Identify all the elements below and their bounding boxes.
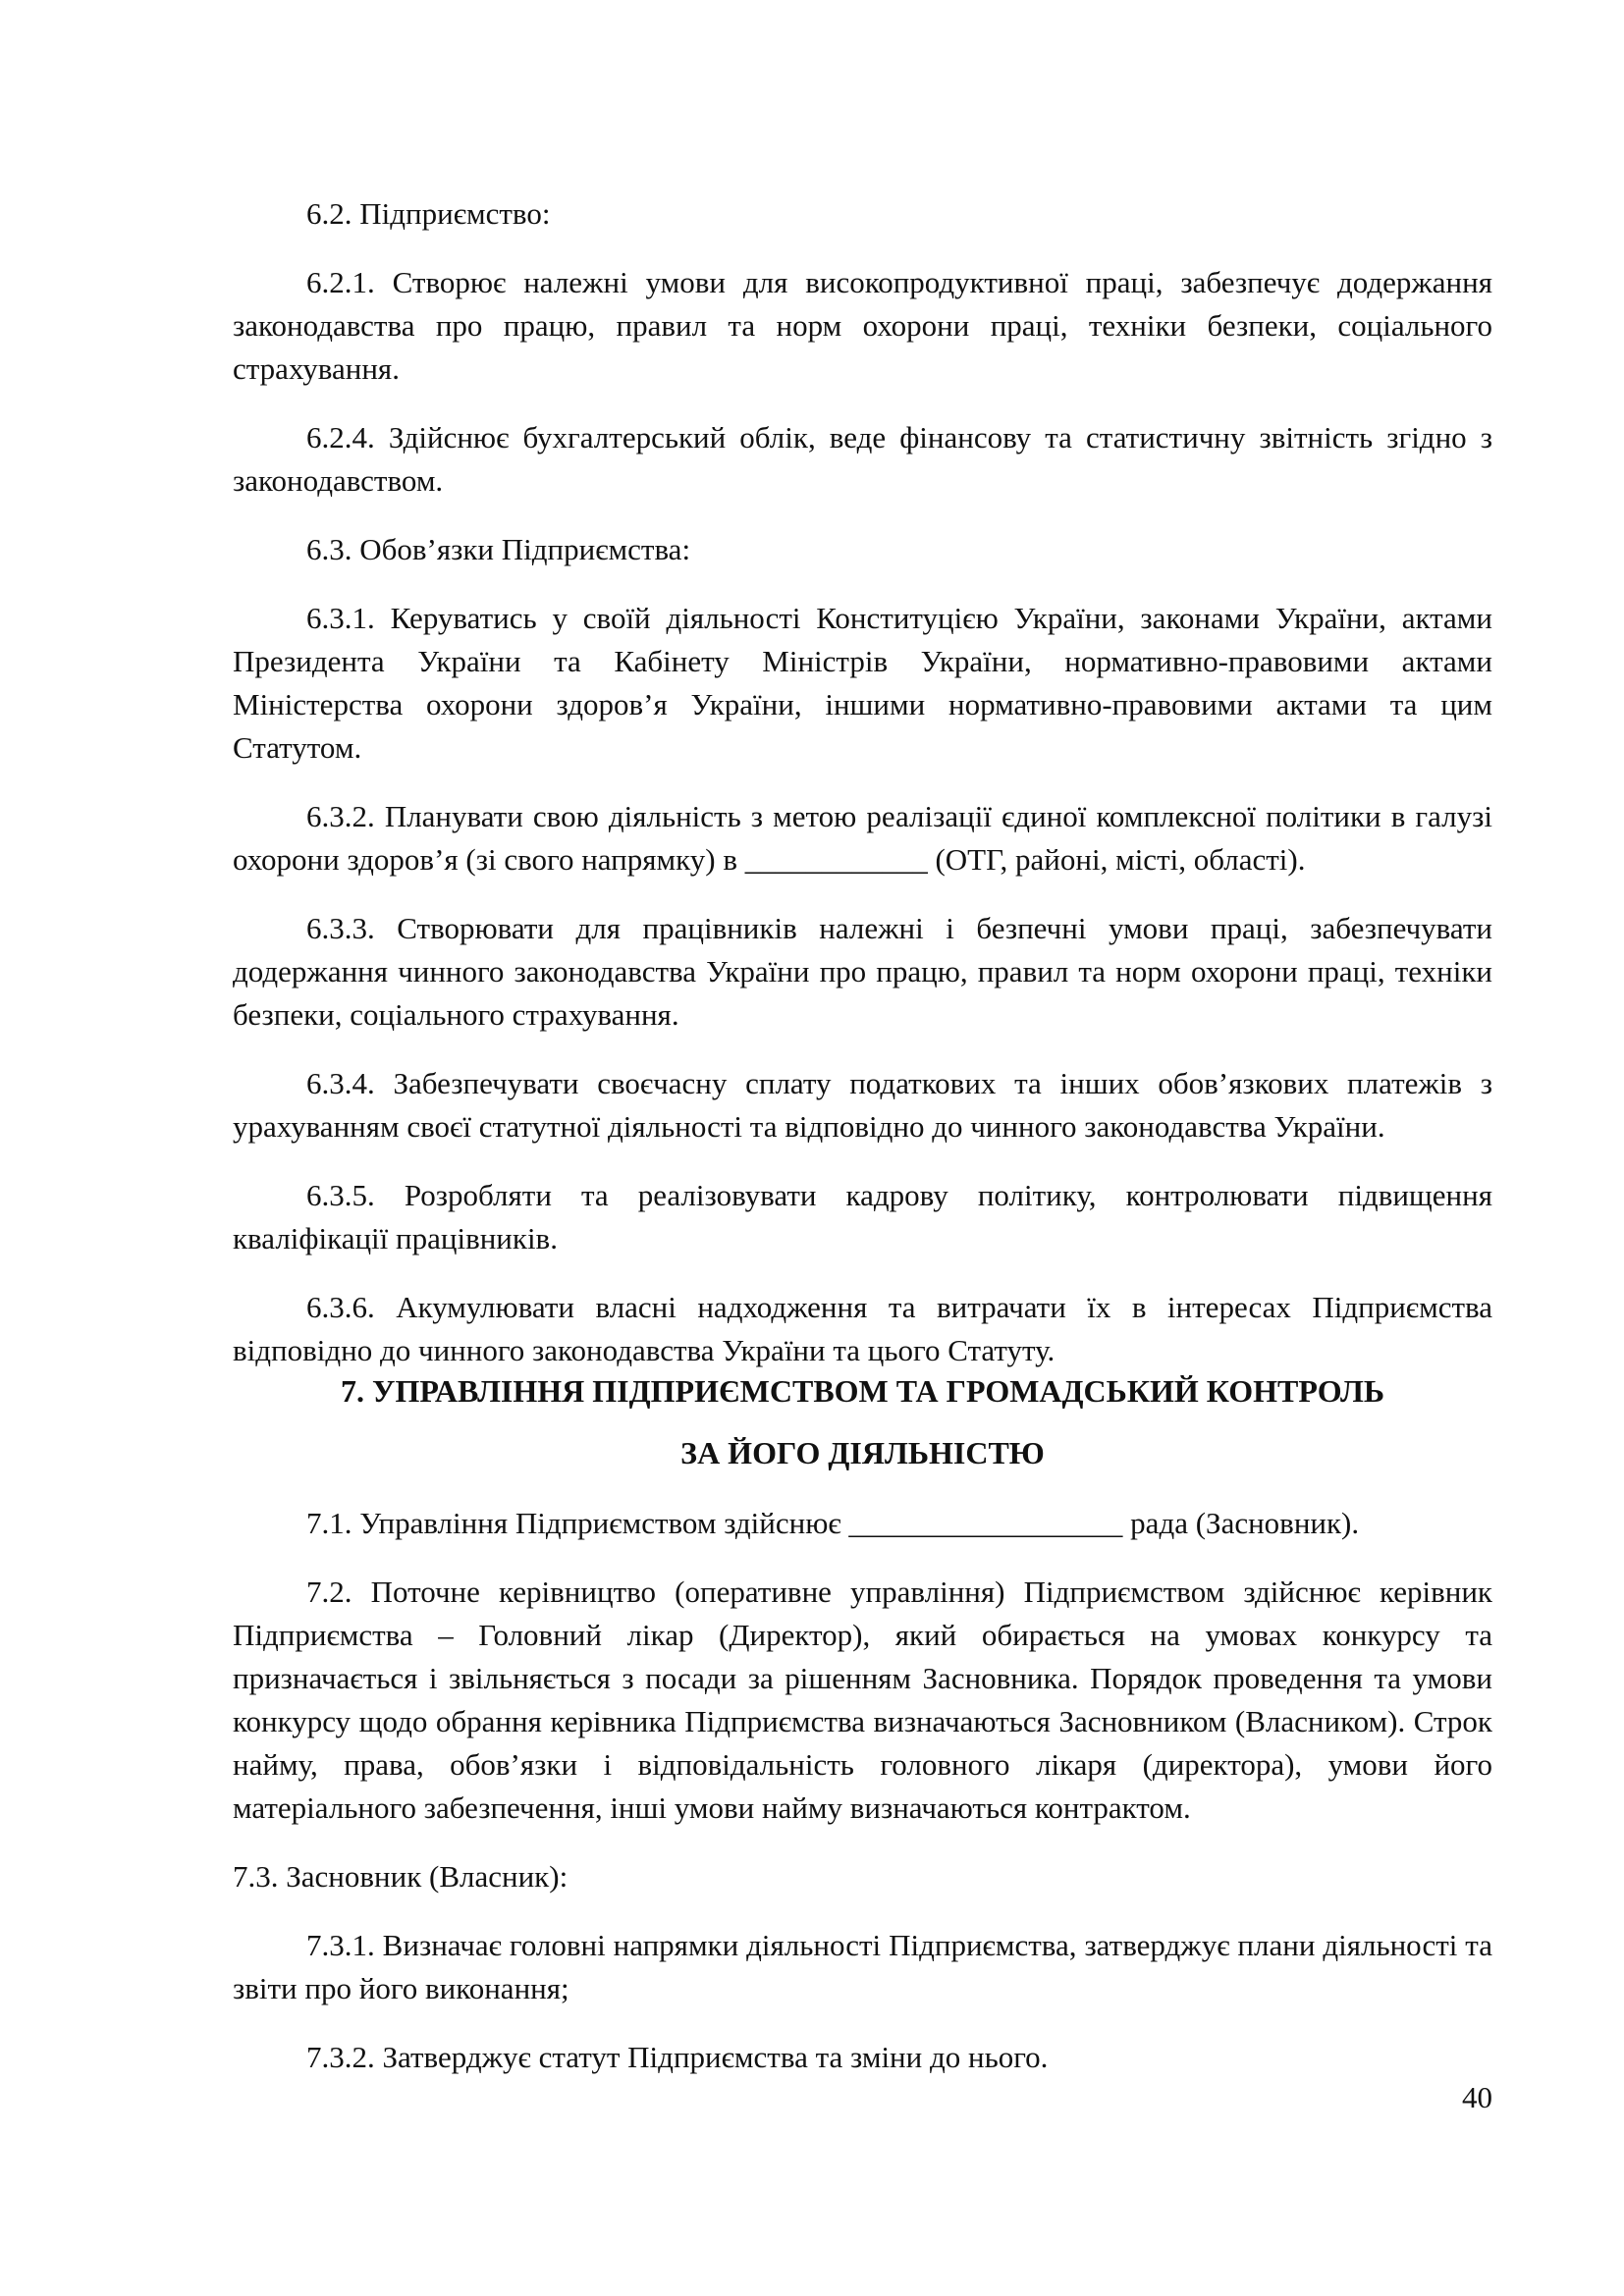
section-7-heading-line-2: ЗА ЙОГО ДІЯЛЬНІСТЮ (680, 1435, 1045, 1470)
paragraph-6-2-4: 6.2.4. Здійснює бухгалтерський облік, веде фінансову та статистичну звітність згідно з законодавством. (233, 420, 1492, 498)
paragraph-6-3-1: 6.3.1. Керуватись у своїй діяльності Конституцією України, законами України, актами Президента України та Кабінету Міністрів України, нормативно-правовими актами Міністерства охорони здоров’я України, іншими нормативно-правовими актами та цим Статутом. (233, 601, 1492, 765)
section-7-heading-line-1: 7. УПРАВЛІННЯ ПІДПРИЄМСТВОМ ТА ГРОМАДСЬКИЙ КОНТРОЛЬ (341, 1373, 1384, 1409)
paragraph-6-3: 6.3. Обов’язки Підприємства: (306, 532, 691, 566)
section-7-text (233, 1502, 1492, 2079)
paragraph-7-3-1: 7.3.1. Визначає головні напрямки діяльності Підприємства, затверджує плани діяльності та звіти про його виконання; (233, 1928, 1492, 2005)
page-number: 40 (1462, 2080, 1492, 2114)
section-6-text (233, 192, 1492, 1372)
paragraph-6-3-2: 6.3.2. Планувати свою діяльність з метою реалізації єдиної комплексної політики в галузі охорони здоров’я (зі свого напрямку) в ____________ (ОТГ, районі, місті, області). (233, 799, 1492, 877)
paragraph-6-2: 6.2. Підприємство: (306, 196, 551, 231)
paragraph-6-3-5: 6.3.5. Розробляти та реалізовувати кадрову політику, контролювати підвищення кваліфікації працівників. (233, 1178, 1492, 1255)
paragraph-7-2: 7.2. Поточне керівництво (оперативне управління) Підприємством здійснює керівник Підприємства – Головний лікар (Директор), який обирається на умовах конкурсу та призначається і звільняється з посади за рішенням Засновника. Порядок проведення та умови конкурсу щодо обрання керівника Підприємства визначаються Засновником (Власником). Строк найму, права, обов’язки і відповідальність головного лікаря (директора), умови його матеріального забезпечення, інші умови найму визначаються контрактом. (233, 1575, 1492, 1825)
paragraph-7-3-2: 7.3.2. Затверджує статут Підприємства та зміни до нього. (306, 2040, 1049, 2074)
paragraph-6-3-4: 6.3.4. Забезпечувати своєчасну сплату податкових та інших обов’язкових платежів з урахуванням своєї статутної діяльності та відповідно до чинного законодавства України. (233, 1066, 1492, 1144)
paragraph-7-1: 7.1. Управління Підприємством здійснює __________________ рада (Засновник). (306, 1506, 1360, 1540)
paragraph-6-2-1: 6.2.1. Створює належні умови для високопродуктивної праці, забезпечує додержання законодавства про працю, правил та норм охорони праці, техніки безпеки, соціального страхування. (233, 265, 1492, 386)
paragraph-7-3: 7.3. Засновник (Власник): (233, 1859, 568, 1894)
paragraph-6-3-6: 6.3.6. Акумулювати власні надходження та витрачати їх в інтересах Підприємства відповідно до чинного законодавства України та цього Статуту. (233, 1290, 1492, 1367)
paragraph-6-3-3: 6.3.3. Створювати для працівників належні і безпечні умови праці, забезпечувати додержання чинного законодавства України про працю, правил та норм охорони праці, техніки безпеки, соціального страхування. (233, 911, 1492, 1032)
